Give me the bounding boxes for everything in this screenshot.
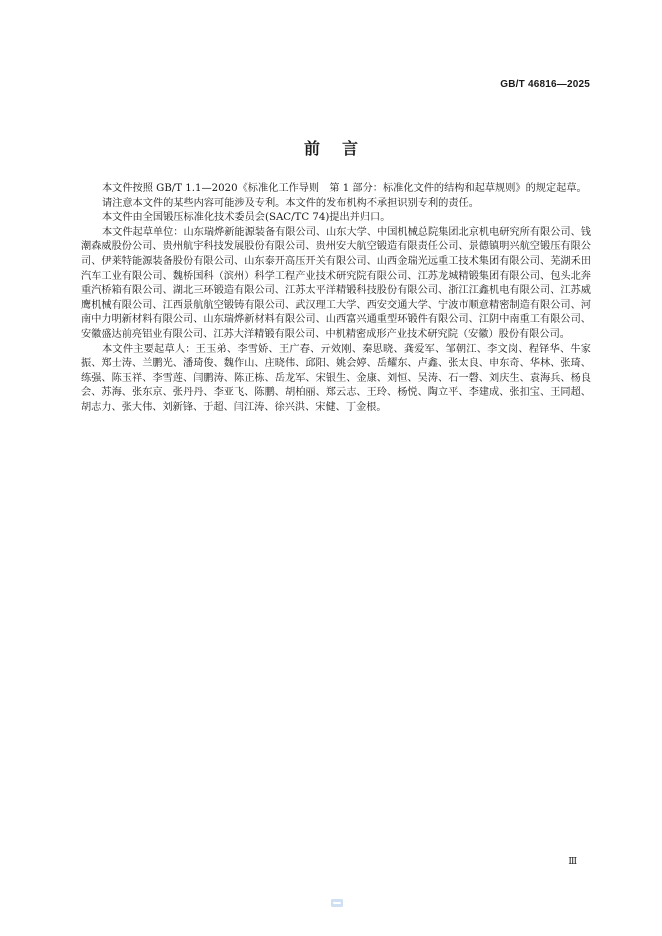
committee-paragraph: 本文件由全国锻压标准化技术委员会(SAC/TC 74)提出并归口。 (102, 212, 391, 224)
patent-notice-paragraph: 请注意本文件的某些内容可能涉及专利。本文件的发布机构不承担识别专利的责任。 (102, 197, 479, 209)
standard-number: GB/T 46816—2025 (500, 79, 590, 90)
drafters-paragraph: 本文件主要起草人：王玉弟、李雪娇、王广春、亓效刚、秦思晓、龚爱军、邹朝江、李文岗、程铎华、牛家振、郑士涛、兰鹏光、潘琦俊、魏作山、庄晓伟、邱阳、姚会婷、岳耀东、卢鑫、张太良、申东奇、华林、张琦、练强、陈玉祥、李雪莲、闫鹏涛、陈正栋、岳龙军、宋银生、金康、刘恒、吴涛、石一磬、刘庆生、袁海兵、杨良会、苏海、张东京、张丹丹、李亚飞、陈鹏、胡柏丽、郑云志、王玲、杨悦、陶立平、李建成、张扣宝、王同超、胡志力、张大伟、刘新锋、于超、闫江涛、徐兴洪、宋健、丁金根。 (81, 343, 591, 413)
watermark-logo-icon (331, 899, 343, 907)
drafting-rules-paragraph: 本文件按照 GB/T 1.1—2020《标准化工作导则 第 1 部分：标准化文件的结构和起草规则》的规定起草。 (102, 183, 587, 194)
page-title: 前言 (303, 139, 380, 158)
drafting-units-paragraph: 本文件起草单位：山东瑞烨新能源装备有限公司、山东大学、中国机械总院集团北京机电研究所有限公司、钱潮森威股份公司、贵州航宇科技发展股份有限公司、贵州安大航空锻造有限责任公司、景德镇明兴航空锻压有限公司、伊莱特能源装备股份有限公司、山东泰开高压开关有限公司、山西金瑞光远重工技术集团有限公司、芜湖禾田汽车工业有限公司、魏桥国科（滨州）科学工程产业技术研究院有限公司、江苏龙城精锻集团有限公司、包头北奔重汽桥箱有限公司、湖北三环锻造有限公司、江苏太平洋精锻科技股份有限公司、浙江江鑫机电有限公司、江苏威鹰机械有限公司、江西景航航空锻铸有限公司、武汉理工大学、西安交通大学、宁波市顺意精密制造有限公司、河南中力明新材料有限公司、山东瑞烨新材料有限公司、山西富兴通重型环锻件有限公司、江阴中南重工有限公司、安徽盛达前亮铝业有限公司、江苏大洋精锻有限公司、中机精密成形产业技术研究院（安徽）股份有限公司。 (81, 226, 591, 340)
body-text (81, 182, 591, 416)
page-number: Ⅲ (568, 857, 577, 867)
